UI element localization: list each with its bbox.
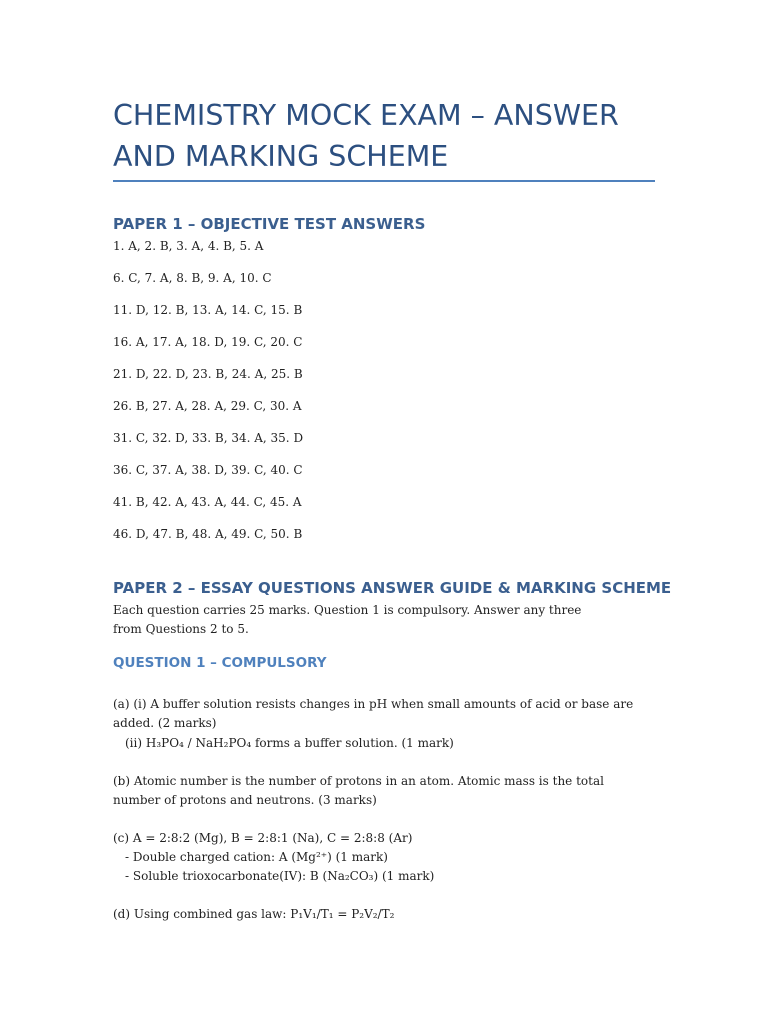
document-title: CHEMISTRY MOCK EXAM – ANSWER AND MARKING SCHEME — [113, 99, 619, 173]
answer-line: 1. A, 2. B, 3. A, 4. B, 5. A — [113, 239, 264, 253]
answer-line: 21. D, 22. D, 23. B, 24. A, 25. B — [113, 367, 303, 381]
q1-part-c-carbonate: - Soluble trioxocarbonate(IV): B (Na₂CO₃) (1 mark) — [125, 869, 435, 883]
paper2-intro: Each question carries 25 marks. Question 1 is compulsory. Answer any three from Questions 2 to 5. — [113, 603, 582, 636]
title-underline — [113, 180, 655, 182]
answer-line: 36. C, 37. A, 38. D, 39. C, 40. C — [113, 463, 303, 477]
q1-part-a-i: (a) (i) A buffer solution resists changes in pH when small amounts of acid or base are added. (2 marks) — [113, 697, 634, 730]
q1-part-d: (d) Using combined gas law: P₁V₁/T₁ = P₂V₂/T₂ — [113, 907, 395, 921]
answer-line: 41. B, 42. A, 43. A, 44. C, 45. A — [113, 495, 302, 509]
q1-part-c-cation: - Double charged cation: A (Mg²⁺) (1 mark) — [125, 850, 388, 864]
q1-part-c: (c) A = 2:8:2 (Mg), B = 2:8:1 (Na), C = 2:8:8 (Ar) — [113, 831, 413, 845]
question1-heading: QUESTION 1 – COMPULSORY — [113, 655, 327, 671]
paper1-heading: PAPER 1 – OBJECTIVE TEST ANSWERS — [113, 215, 426, 233]
answer-line: 26. B, 27. A, 28. A, 29. C, 30. A — [113, 399, 302, 413]
answer-line: 16. A, 17. A, 18. D, 19. C, 20. C — [113, 335, 303, 349]
answer-line: 46. D, 47. B, 48. A, 49. C, 50. B — [113, 527, 303, 541]
paper2-heading: PAPER 2 – ESSAY QUESTIONS ANSWER GUIDE & MARKING SCHEME — [113, 579, 672, 597]
answer-line: 11. D, 12. B, 13. A, 14. C, 15. B — [113, 303, 303, 317]
q1-part-b: (b) Atomic number is the number of protons in an atom. Atomic mass is the total number of protons and neutrons. (3 marks) — [113, 774, 604, 807]
answer-line: 6. C, 7. A, 8. B, 9. A, 10. C — [113, 271, 272, 285]
answer-line: 31. C, 32. D, 33. B, 34. A, 35. D — [113, 431, 304, 445]
q1-part-a-ii: (ii) H₃PO₄ / NaH₂PO₄ forms a buffer solution. (1 mark) — [125, 736, 454, 750]
